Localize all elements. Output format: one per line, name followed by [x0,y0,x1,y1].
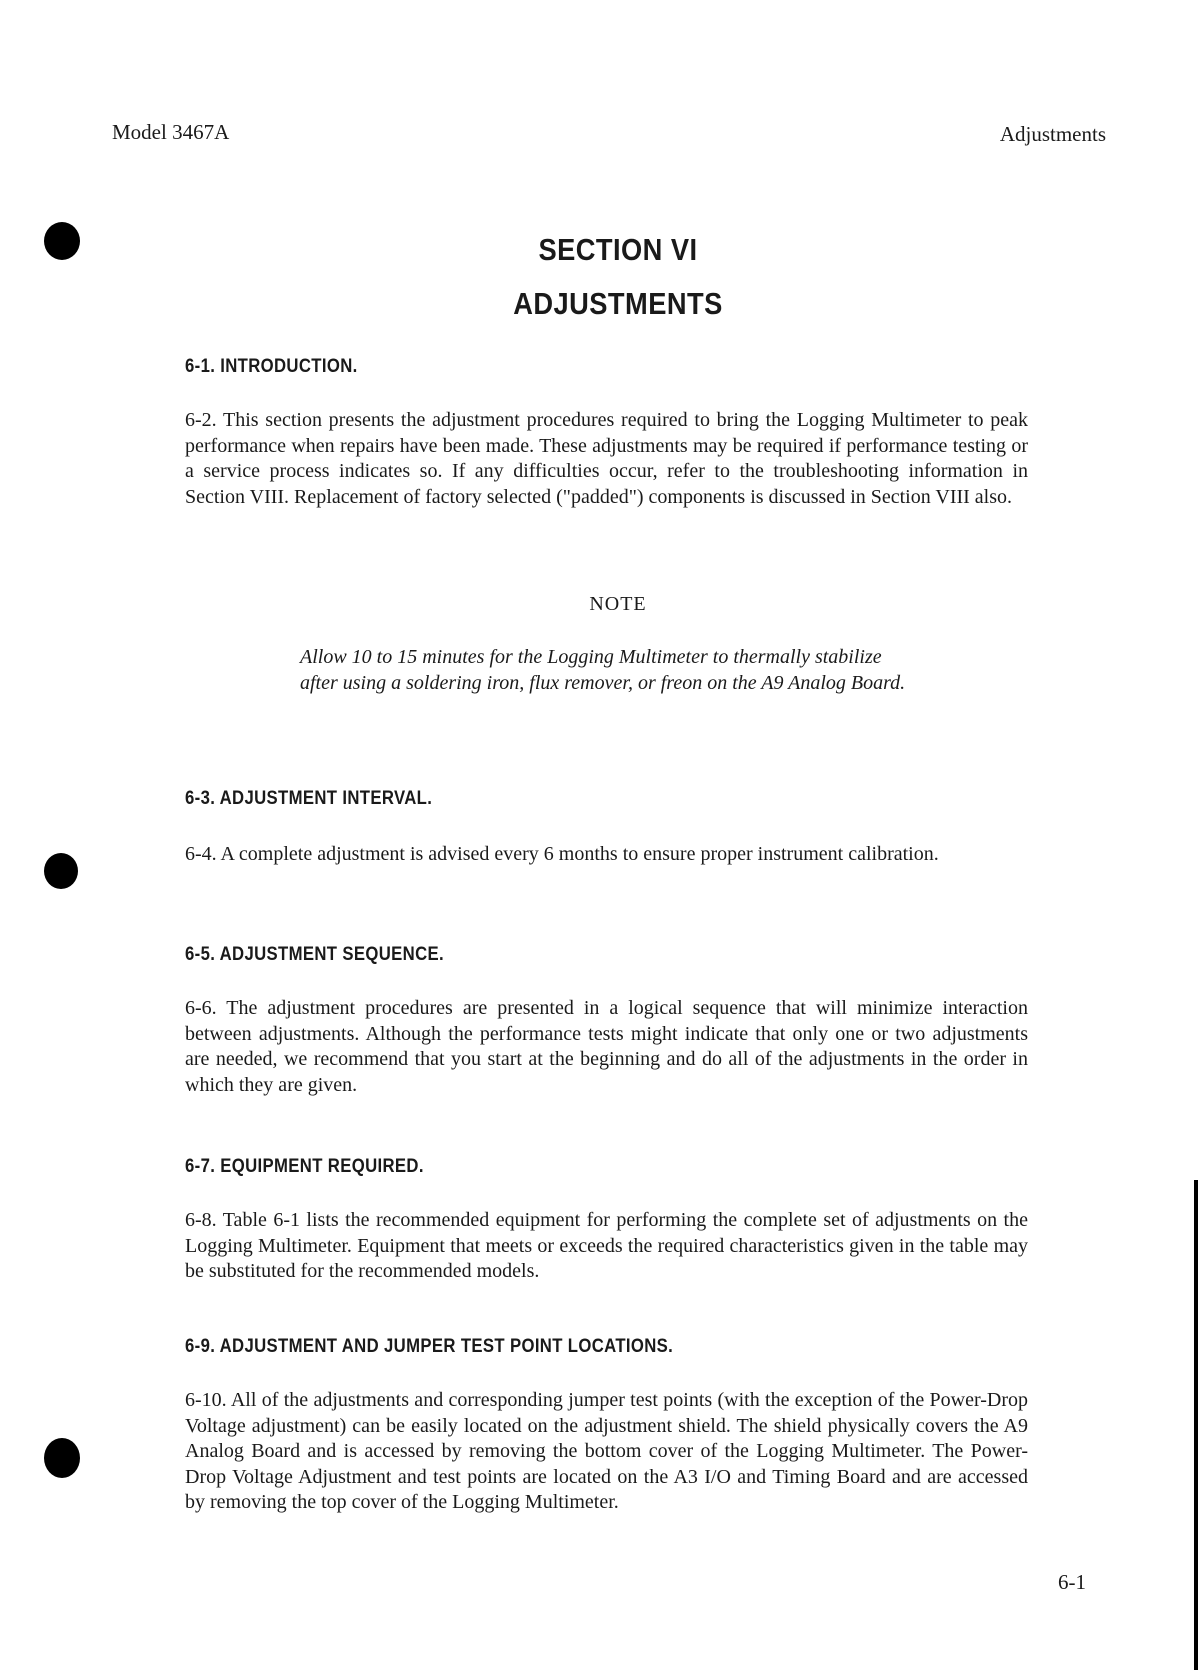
paragraph-6-2: 6-2. This section presents the adjustment procedures required to bring the Logging Multimeter to peak performance when repairs have been made. These adjustments may be required if performance testing or a service process indicates so. If any difficulties occur, refer to the troubleshooting information in Section VIII. Replacement of factory selected ("padded") components is discussed in Section VIII also. [185,409,1028,508]
heading-equipment-required: 6-7. EQUIPMENT REQUIRED. [185,1156,424,1177]
heading-introduction: 6-1. INTRODUCTION. [185,356,358,377]
heading-adjustment-interval: 6-3. ADJUSTMENT INTERVAL. [185,788,433,809]
paragraph-6-4: 6-4. A complete adjustment is advised every 6 months to ensure proper instrument calibration. [185,843,939,865]
section-number: SECTION VI [538,232,698,267]
page-number: 6-1 [1058,1570,1086,1594]
note-label: NOTE [589,593,647,615]
paragraph-6-10: 6-10. All of the adjustments and corresponding jumper test points (with the exception of the Power-Drop Voltage adjustment) can be easily located on the adjustment shield. The shield physically covers the A9 Analog Board and is accessed by removing the bottom cover of the Logging Multimeter. The Power-Drop Voltage Adjustment and test points are located on the A3 I/O and Timing Board and are accessed by removing the top cover of the Logging Multimeter. [185,1389,1028,1513]
section-title: ADJUSTMENTS [513,286,723,321]
header-chapter: Adjustments [999,122,1106,146]
heading-adjustment-sequence: 6-5. ADJUSTMENT SEQUENCE. [185,944,445,965]
heading-test-point-locations: 6-9. ADJUSTMENT AND JUMPER TEST POINT LOCATIONS. [185,1336,674,1357]
page-edge-line [1194,1180,1198,1670]
note-text: Allow 10 to 15 minutes for the Logging Multimeter to thermally stabilize after using a soldering iron, flux remover, or freon on the A9 Analog Board. [300,646,906,694]
punch-hole-bottom [44,1438,80,1478]
header-model: Model 3467A [112,120,230,144]
paragraph-6-8: 6-8. Table 6-1 lists the recommended equipment for performing the complete set of adjustments on the Logging Multimeter. Equipment that meets or exceeds the required characteristics given in the table may be substituted for the recommended models. [185,1209,1028,1282]
paragraph-6-6: 6-6. The adjustment procedures are presented in a logical sequence that will minimize interaction between adjustments. Although the performance tests might indicate that only one or two adjustments are needed, we recommend that you start at the beginning and do all of the adjustments in the order in which they are given. [185,997,1028,1096]
punch-hole-middle [44,853,78,889]
